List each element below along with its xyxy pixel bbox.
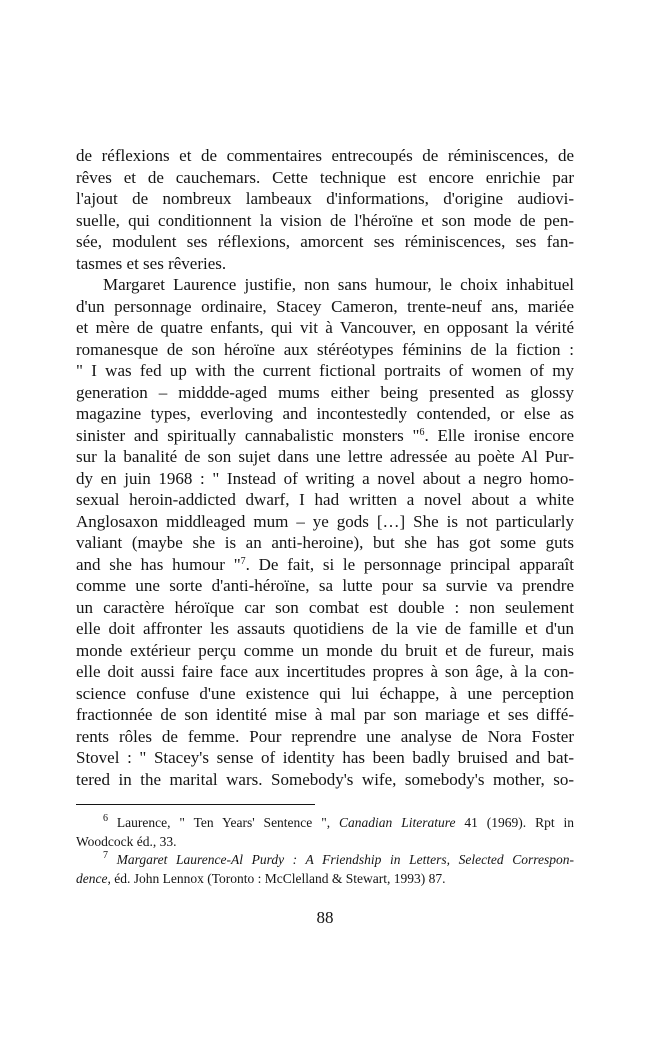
text-line: romanesque de son héroïne aux stéréotypes féminins de la fiction : bbox=[76, 339, 574, 359]
text-line: Stovel : " Stacey's sense of identity has been badly bruised and bat- bbox=[76, 748, 574, 767]
text-line: sée, modulent ses réflexions, amorcent ses réminiscences, ses fan- bbox=[76, 232, 574, 251]
text-line: et mère de quatre enfants, qui vit à Vancouver, en opposant la vérité bbox=[76, 318, 574, 337]
page-number: 88 bbox=[316, 908, 334, 927]
footnote-text: 41 (1969). Rpt in bbox=[455, 815, 575, 830]
text-segment: and she has humour " bbox=[76, 554, 241, 574]
text-line: tered in the marital wars. Somebody's wife, somebody's mother, so- bbox=[76, 769, 574, 789]
text-line: sur la banalité de son sujet dans une lettre adressée au poète Al Pur- bbox=[76, 447, 574, 466]
paragraph-1 bbox=[76, 145, 574, 274]
text-line bbox=[76, 554, 574, 576]
text-segment: . De fait, si le personnage principal apparaît bbox=[245, 554, 574, 574]
main-text bbox=[76, 145, 574, 790]
book-title: dence bbox=[76, 870, 108, 886]
text-line: elle doit affronter les assauts quotidiens de la vie de famille et d'un bbox=[76, 619, 574, 638]
text-line: valiant (maybe she is an anti-heroine), but she has got some guts bbox=[76, 533, 574, 552]
text-line: magazine types, everloving and incontestedly contended, or else as bbox=[76, 404, 574, 423]
text-line: " I was fed up with the current fictional portraits of women of my bbox=[76, 361, 574, 380]
footnote-text: Laurence, " Ten Years' Sentence ", bbox=[108, 815, 340, 830]
text-line: monde extérieur perçu comme un monde du bruit et de fureur, mais bbox=[76, 640, 574, 660]
footnote-separator bbox=[76, 804, 315, 805]
footnote-ref-6[interactable]: 6 bbox=[419, 426, 425, 438]
text-line: science confuse d'une existence qui lui échappe, à une perception bbox=[76, 683, 574, 703]
text-line: fractionnée de son identité mise à mal par son mariage et ses diffé- bbox=[76, 705, 574, 724]
book-title: Margaret Laurence-Al Purdy : A Friendship in Letters, Selected Correspon- bbox=[108, 852, 574, 867]
text-line: l'ajout de nombreux lambeaux d'informations, d'origine audiovi- bbox=[76, 189, 574, 208]
text-line: un caractère héroïque car son combat est double : non seulement bbox=[76, 597, 574, 617]
text-line: sexual heroin-addicted dwarf, I had written a novel about a white bbox=[76, 490, 574, 509]
text-line: tasmes et ses rêveries. bbox=[76, 253, 227, 273]
footnote-text: , éd. John Lennox (Toronto : McClelland & Stewart, 1993) 87. bbox=[107, 870, 446, 886]
text-line: rents rôles de femme. Pour reprendre une analyse de Nora Foster bbox=[76, 726, 574, 746]
footnote-number: 7 bbox=[103, 850, 108, 861]
text-line: elle doit aussi faire face aux incertitudes propres à son âge, à la con- bbox=[76, 662, 574, 681]
footnotes bbox=[76, 814, 574, 888]
text-line bbox=[76, 425, 574, 447]
footnote-ref-7[interactable]: 7 bbox=[240, 555, 246, 567]
text-line: generation – middde-aged mums either being presented as glossy bbox=[76, 382, 574, 402]
text-segment: sinister and spiritually cannabalistic monsters " bbox=[76, 425, 420, 445]
footnote-6-cont: Woodcock éd., 33. bbox=[76, 833, 177, 849]
text-line: comme une sorte d'anti-héroïne, sa lutte pour sa survie va prendre bbox=[76, 576, 574, 595]
footnote-7 bbox=[76, 851, 574, 870]
footnote-6 bbox=[76, 814, 574, 833]
text-line: de réflexions et de commentaires entrecoupés de réminiscences, de bbox=[76, 146, 574, 165]
text-line: d'un personnage ordinaire, Stacey Cameron, trente-neuf ans, mariée bbox=[76, 296, 574, 316]
footnote-number: 6 bbox=[103, 813, 108, 824]
paragraph-2 bbox=[76, 274, 574, 790]
text-line: Anglosaxon middleaged mum – ye gods […] She is not particularly bbox=[76, 511, 574, 531]
footnote-7-cont bbox=[76, 870, 574, 889]
journal-title: Canadian Literature bbox=[339, 815, 456, 830]
text-segment: . Elle ironise encore bbox=[424, 425, 574, 445]
text-line: Margaret Laurence justifie, non sans humour, le choix inhabituel bbox=[103, 275, 574, 294]
text-line: suelle, qui conditionnent la vision de l'héroïne et son mode de pen- bbox=[76, 210, 574, 230]
text-line: rêves et de cauchemars. Cette technique est encore enrichie par bbox=[76, 167, 574, 187]
text-line: dy en juin 1968 : " Instead of writing a novel about a negro homo- bbox=[76, 468, 574, 488]
